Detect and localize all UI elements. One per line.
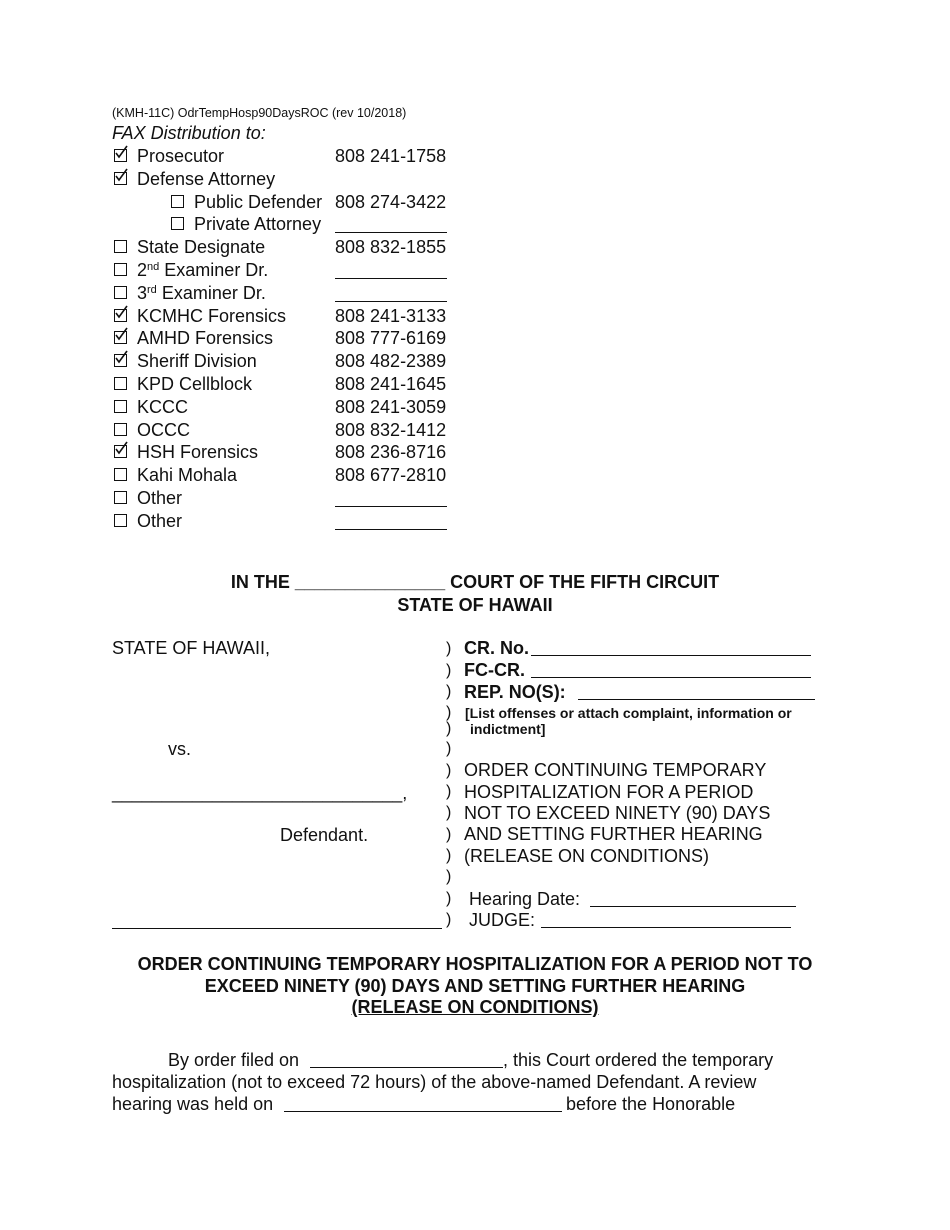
rep-no-label: REP. NO(S):	[464, 682, 566, 702]
caption-paren: )	[446, 826, 452, 843]
cr-no-field[interactable]	[531, 655, 811, 656]
fax-item	[112, 419, 472, 442]
caption-paren: )	[446, 704, 452, 721]
fax-item	[112, 441, 472, 464]
checked-box-icon[interactable]	[114, 331, 127, 344]
fax-item-label: AMHD Forensics	[137, 328, 274, 349]
caption-paren: )	[446, 683, 452, 700]
order-caption-line-5: (RELEASE ON CONDITIONS)	[464, 846, 710, 866]
hearing-date-label: Hearing Date:	[469, 889, 581, 909]
versus: vs.	[168, 739, 192, 759]
checkbox-icon[interactable]	[114, 514, 127, 527]
signature-line[interactable]	[112, 928, 442, 929]
fax-number-blank[interactable]	[335, 232, 447, 233]
review-hearing-date-field[interactable]	[284, 1111, 562, 1112]
fax-item-label: Defense Attorney	[137, 168, 276, 189]
form-id: (KMH-11C) OdrTempHosp90DaysROC (rev 10/2018)	[112, 106, 407, 120]
fax-item	[112, 305, 472, 328]
fax-item-label: State Designate	[137, 237, 266, 258]
ordinal-suffix: nd	[147, 260, 160, 273]
rep-no-field[interactable]	[578, 699, 815, 700]
body-p1-a: By order filed on	[168, 1050, 300, 1070]
order-caption-line-2: HOSPITALIZATION FOR A PERIOD	[464, 782, 754, 802]
order-title-line-3: (RELEASE ON CONDITIONS)	[351, 997, 599, 1017]
ordinal-number: 2	[137, 259, 148, 280]
body-p1-c: hearing was held on	[112, 1094, 274, 1114]
body-p1-b: , this Court ordered the temporary	[503, 1050, 774, 1070]
fax-item-text: Examiner Dr.	[161, 282, 266, 303]
judge-label: JUDGE:	[469, 910, 536, 930]
fax-number-blank[interactable]	[335, 506, 447, 507]
checked-box-icon[interactable]	[114, 445, 127, 458]
checkbox-icon[interactable]	[114, 423, 127, 436]
checkbox-icon[interactable]	[171, 217, 184, 230]
hearing-date-field[interactable]	[590, 906, 796, 907]
fax-number: 808 832-1855	[335, 237, 447, 258]
fax-number: 808 777-6169	[335, 328, 447, 349]
caption-paren: )	[446, 890, 452, 907]
fax-distribution-list	[112, 145, 472, 533]
fax-number: 808 241-3059	[335, 396, 447, 417]
caption-paren: )	[446, 640, 452, 657]
fax-item	[112, 487, 472, 510]
caption-paren: )	[446, 720, 452, 737]
order-title-line-2: EXCEED NINETY (90) DAYS AND SETTING FURTHER HEARING	[204, 976, 746, 996]
order-title-line-1: ORDER CONTINUING TEMPORARY HOSPITALIZATION FOR A PERIOD NOT TO	[137, 954, 813, 974]
fax-item	[112, 191, 472, 214]
fax-item	[112, 145, 472, 168]
checkbox-icon[interactable]	[114, 263, 127, 276]
fax-number: 808 482-2389	[335, 351, 447, 372]
fax-number-blank[interactable]	[335, 301, 447, 302]
fax-item	[112, 168, 472, 191]
fax-item-label: Kahi Mohala	[137, 465, 238, 486]
fax-item-label: Public Defender	[194, 191, 323, 212]
court-name-blank[interactable]: _______________	[294, 572, 446, 592]
court-prefix: IN THE	[230, 572, 290, 592]
caption-paren: )	[446, 740, 452, 757]
checked-box-icon[interactable]	[114, 354, 127, 367]
fax-item	[112, 373, 472, 396]
caption-paren: )	[446, 868, 452, 885]
caption-paren: )	[446, 762, 452, 779]
order-caption-line-1: ORDER CONTINUING TEMPORARY	[464, 760, 767, 780]
fax-item-label: KPD Cellblock	[137, 373, 253, 394]
caption-paren: )	[446, 911, 452, 928]
court-line-2: STATE OF HAWAII	[397, 595, 553, 615]
fax-item-label: Sheriff Division	[137, 351, 257, 372]
court-line-1	[0, 572, 950, 593]
fc-cr-label: FC-CR.	[464, 660, 525, 680]
order-filed-date-field[interactable]	[310, 1067, 503, 1068]
checked-box-icon[interactable]	[114, 309, 127, 322]
checkbox-icon[interactable]	[171, 195, 184, 208]
checkbox-icon[interactable]	[114, 468, 127, 481]
caption-paren: )	[446, 783, 452, 800]
fax-item-label	[137, 282, 266, 305]
fax-number: 808 241-1758	[335, 146, 447, 166]
checkbox-icon[interactable]	[114, 240, 127, 253]
fax-item	[112, 350, 472, 373]
fax-item-label: Other	[137, 487, 183, 508]
fax-item-label	[137, 259, 268, 282]
fax-number-blank[interactable]	[335, 529, 447, 530]
fax-item-label: Other	[137, 510, 183, 531]
checkbox-icon[interactable]	[114, 491, 127, 504]
fax-item-label: KCCC	[137, 396, 189, 417]
fax-distribution-title: FAX Distribution to:	[112, 123, 266, 143]
fax-item-text: Examiner Dr.	[164, 259, 269, 280]
fax-item-label: HSH Forensics	[137, 442, 259, 463]
body-p1-line-2: hospitalization (not to exceed 72 hours) of the above-named Defendant. A review	[112, 1072, 757, 1092]
caption-paren: )	[446, 804, 452, 821]
fax-item-label: KCMHC Forensics	[137, 305, 287, 326]
checked-box-icon[interactable]	[114, 149, 127, 162]
fax-number-blank[interactable]	[335, 278, 447, 279]
fax-item	[112, 464, 472, 487]
fc-cr-field[interactable]	[531, 677, 811, 678]
checked-box-icon[interactable]	[114, 172, 127, 185]
fax-item	[112, 510, 472, 533]
list-offenses-note-1: [List offenses or attach complaint, information or	[465, 705, 792, 721]
list-offenses-note-2: indictment]	[470, 721, 546, 737]
ordinal-suffix: rd	[147, 283, 157, 296]
cr-no-label: CR. No.	[464, 638, 529, 658]
fax-item	[112, 213, 472, 236]
fax-item	[112, 396, 472, 419]
caption-paren: )	[446, 662, 452, 679]
order-caption-line-3: NOT TO EXCEED NINETY (90) DAYS	[464, 803, 771, 823]
fax-item-label: Prosecutor	[137, 146, 225, 166]
order-caption-line-4: AND SETTING FURTHER HEARING	[464, 824, 763, 844]
ordinal-number: 3	[137, 282, 148, 303]
fax-number: 808 677-2810	[335, 465, 447, 486]
plaintiff: STATE OF HAWAII,	[112, 638, 271, 658]
body-p1-d: before the Honorable	[566, 1094, 736, 1114]
fax-item	[112, 282, 472, 305]
fax-item	[112, 327, 472, 350]
checkbox-icon[interactable]	[114, 377, 127, 390]
fax-number: 808 236-8716	[335, 442, 447, 463]
caption-paren: )	[446, 847, 452, 864]
fax-number: 808 832-1412	[335, 419, 447, 440]
court-suffix: COURT OF THE FIFTH CIRCUIT	[450, 572, 720, 592]
fax-number: 808 274-3422	[335, 191, 447, 212]
fax-number: 808 241-1645	[335, 373, 447, 394]
judge-field[interactable]	[541, 927, 791, 928]
checkbox-icon[interactable]	[114, 400, 127, 413]
fax-item-label: Private Attorney	[194, 214, 322, 235]
fax-number: 808 241-3133	[335, 305, 447, 326]
defendant-label: Defendant.	[280, 825, 369, 845]
fax-item	[112, 259, 472, 282]
checkbox-icon[interactable]	[114, 286, 127, 299]
defendant-name-blank[interactable]: _____________________________,	[112, 783, 408, 803]
fax-item-label: OCCC	[137, 419, 190, 440]
fax-item	[112, 236, 472, 259]
